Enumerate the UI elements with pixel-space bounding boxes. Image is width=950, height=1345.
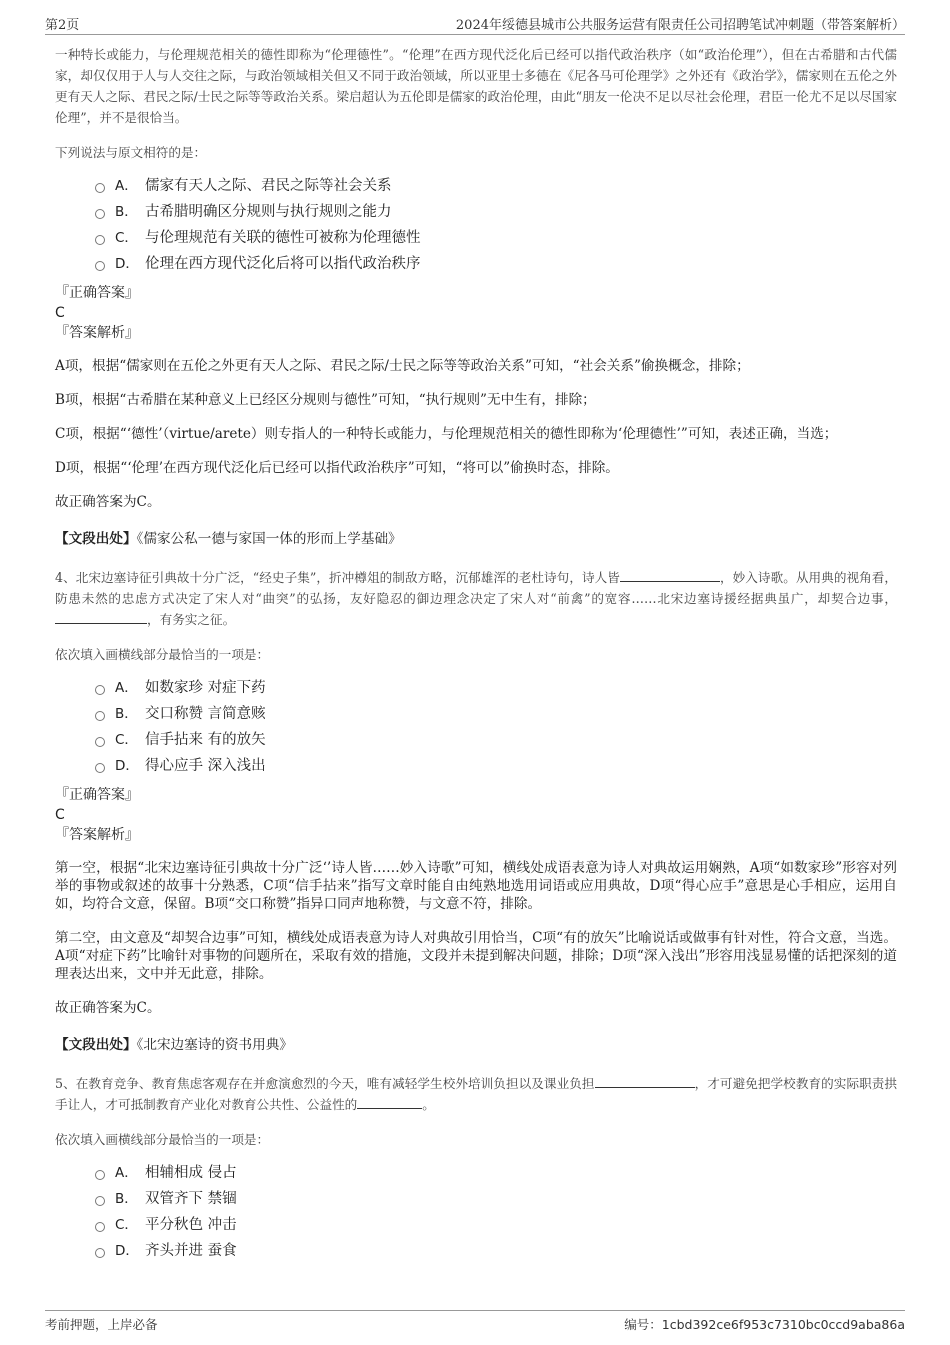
document-code: 编号：1cbd392ce6f953c7310bc0ccd9aba86a: [624, 1317, 905, 1332]
fill-blank: [620, 569, 720, 582]
option-text: 伦理在西方现代泛化后将可以指代政治秩序: [145, 256, 421, 272]
option-text: 交口称赞 言简意赅: [145, 706, 266, 722]
radio-button[interactable]: [95, 1196, 105, 1206]
option-a[interactable]: A． 相辅相成 侵占: [95, 1160, 897, 1186]
radio-button[interactable]: [95, 1222, 105, 1232]
analysis-paragraph: A项，根据“儒家则在五伦之外更有天人之际、君民之际/士民之际等等政治关系”可知，“社会关系”偷换概念，排除；: [55, 358, 750, 374]
question-4-text: 4、北宋边塞诗征引典故十分广泛，“经史子集”，折冲樽俎的制敌方略，沉郁雄浑的老杜诗句，诗人皆 ，妙入诗歌。从用典的视角看，防患未然的忠虑方式决定了宋人对“曲突”的弘扬，友好隐忍的御边理念决定了宋人对“前禽”的宽容……北宋边塞诗援经据典虽广，却契合边事，，有务实之征。: [55, 570, 898, 627]
question-5-prompt: 依次填入画横线部分最恰当的一项是：: [55, 1132, 270, 1147]
option-text: 与伦理规范有关联的德性可被称为伦理德性: [145, 230, 421, 246]
option-d[interactable]: D． 伦理在西方现代泛化后将可以指代政治秩序: [95, 251, 897, 277]
radio-button[interactable]: [95, 711, 105, 721]
source-line: [55, 527, 897, 547]
option-text: 古希腊明确区分规则与执行规则之能力: [145, 204, 392, 220]
option-b[interactable]: B． 交口称赞 言简意赅: [95, 701, 897, 727]
analysis-paragraph: D项，根据“‘伦理’在西方现代泛化后已经可以指代政治秩序”可知，“将可以”偷换时态，排除。: [55, 460, 619, 476]
analysis-paragraph: B项，根据“古希腊在某种意义上已经区分规则与德性”可知，“执行规则”无中生有，排除；: [55, 392, 596, 408]
source-line: [55, 1033, 897, 1053]
option-text: 如数家珍 对症下药: [145, 680, 266, 696]
radio-button[interactable]: [95, 235, 105, 245]
option-c[interactable]: C． 信手拈来 有的放矢: [95, 727, 897, 753]
radio-button[interactable]: [95, 737, 105, 747]
analysis-label: 『答案解析』: [55, 325, 139, 341]
option-text: 相辅相成 侵占: [145, 1165, 237, 1181]
question-3-options: [95, 173, 897, 277]
analysis-conclusion: 故正确答案为C。: [55, 1000, 161, 1016]
radio-button[interactable]: [95, 183, 105, 193]
question-5-options: [95, 1160, 897, 1264]
option-c[interactable]: C． 平分秋色 冲击: [95, 1212, 897, 1238]
option-a[interactable]: A． 如数家珍 对症下药: [95, 675, 897, 701]
source-title: 《北宋边塞诗的资书用典》: [136, 1037, 293, 1053]
option-d[interactable]: D． 得心应手 深入浅出: [95, 753, 897, 779]
correct-answer: C: [55, 807, 65, 823]
option-text: 信手拈来 有的放矢: [145, 732, 266, 748]
option-b[interactable]: B． 双管齐下 禁锢: [95, 1186, 897, 1212]
page-number: 第2页: [45, 18, 80, 33]
question-5: [55, 1073, 897, 1264]
radio-button[interactable]: [95, 261, 105, 271]
radio-button[interactable]: [95, 209, 105, 219]
option-d[interactable]: D． 齐头并进 蚕食: [95, 1238, 897, 1264]
question-4-options: [95, 675, 897, 779]
option-text: 得心应手 深入浅出: [145, 758, 266, 774]
analysis-paragraph: C项，根据“‘德性’（virtue/arete）则专指人的一种特长或能力，与伦理规范相关的德性即称为‘伦理德性’”可知，表述正确，当选；: [55, 426, 838, 442]
analysis-label: 『答案解析』: [55, 827, 139, 843]
radio-button[interactable]: [95, 685, 105, 695]
question-4-prompt: 依次填入画横线部分最恰当的一项是：: [55, 647, 270, 662]
option-text: 平分秋色 冲击: [145, 1217, 237, 1233]
radio-button[interactable]: [95, 1170, 105, 1180]
page-header: [45, 12, 905, 35]
option-text: 儒家有天人之际、君民之际等社会关系: [145, 178, 392, 194]
question-4: [55, 567, 897, 1053]
fill-blank: [55, 611, 147, 624]
option-text: 齐头并进 蚕食: [145, 1243, 237, 1259]
radio-button[interactable]: [95, 1248, 105, 1258]
radio-button[interactable]: [95, 763, 105, 773]
question-3: [55, 44, 897, 547]
question-3-passage: 一种特长或能力，与伦理规范相关的德性即称为“伦理德性”。“伦理”在西方现代泛化后已经可以指代政治秩序（如“政治伦理”），但在古希腊和古代儒家，却仅仅用于人与人交往之际，与政治领域相关但又不同于政治领域，所以亚里士多德在《尼各马可伦理学》之外还有《政治学》，儒家则在五伦之外更有天人之际、君民之际/士民之际等等政治关系。梁启超认为五伦即是儒家的政治伦理，由此“朋友一伦决不足以尽社会伦理，君臣一伦尤不足以尽国家伦理”，并不是很恰当。: [55, 47, 897, 125]
source-title: 《儒家公私一德与家国一体的形而上学基础》: [136, 531, 402, 547]
source-label: 【文段出处】: [55, 1037, 137, 1053]
source-label: 【文段出处】: [55, 531, 137, 547]
answer-label: 『正确答案』: [55, 285, 139, 301]
option-a[interactable]: A． 儒家有天人之际、君民之际等社会关系: [95, 173, 897, 199]
question-5-text: 5、在教育竞争、教育焦虑客观存在并愈演愈烈的今天，唯有减轻学生校外培训负担以及课业负担 ，才可避免把学校教育的实际职责拱手让人，才可抵制教育产业化对教育公共性、公益性的 。: [55, 1076, 898, 1112]
footer-slogan: 考前押题，上岸必备: [45, 1317, 158, 1332]
fill-blank: [357, 1096, 422, 1109]
page-footer: [45, 1310, 905, 1333]
analysis-paragraph: 第一空，根据“北宋边塞诗征引典故十分广泛‘’诗人皆……妙入诗歌”可知，横线处成语表意为诗人对典故运用娴熟，A项“如数家珍”形容对列举的事物或叙述的故事十分熟悉，C项“信手拈来”指写文章时能自由纯熟地选用词语或应用典故，D项“得心应手”意思是心手相应，运用自如，均符合文意，保留。B项“交口称赞”指异口同声地称赞，与文意不符，排除。: [55, 860, 897, 912]
option-text: 双管齐下 禁锢: [145, 1191, 237, 1207]
option-b[interactable]: B． 古希腊明确区分规则与执行规则之能力: [95, 199, 897, 225]
fill-blank: [595, 1075, 695, 1088]
analysis-conclusion: 故正确答案为C。: [55, 494, 161, 510]
question-3-prompt: 下列说法与原文相符的是：: [55, 145, 207, 160]
analysis-paragraph: 第二空，由文意及“却契合边事”可知，横线处成语表意为诗人对典故引用恰当，C项“有的放矢”比喻说话或做事有针对性，符合文意，当选。A项“对症下药”比喻针对事物的问题所在，采取有效的措施，文段并未提到解决问题，排除；D项“深入浅出”形容用浅显易懂的话把深刻的道理表达出来，文中并无此意，排除。: [55, 930, 897, 982]
document-body: [55, 44, 897, 1264]
correct-answer: C: [55, 305, 65, 321]
document-title: 2024年绥德县城市公共服务运营有限责任公司招聘笔试冲刺题（带答案解析）: [455, 18, 905, 33]
option-c[interactable]: C． 与伦理规范有关联的德性可被称为伦理德性: [95, 225, 897, 251]
answer-label: 『正确答案』: [55, 787, 139, 803]
